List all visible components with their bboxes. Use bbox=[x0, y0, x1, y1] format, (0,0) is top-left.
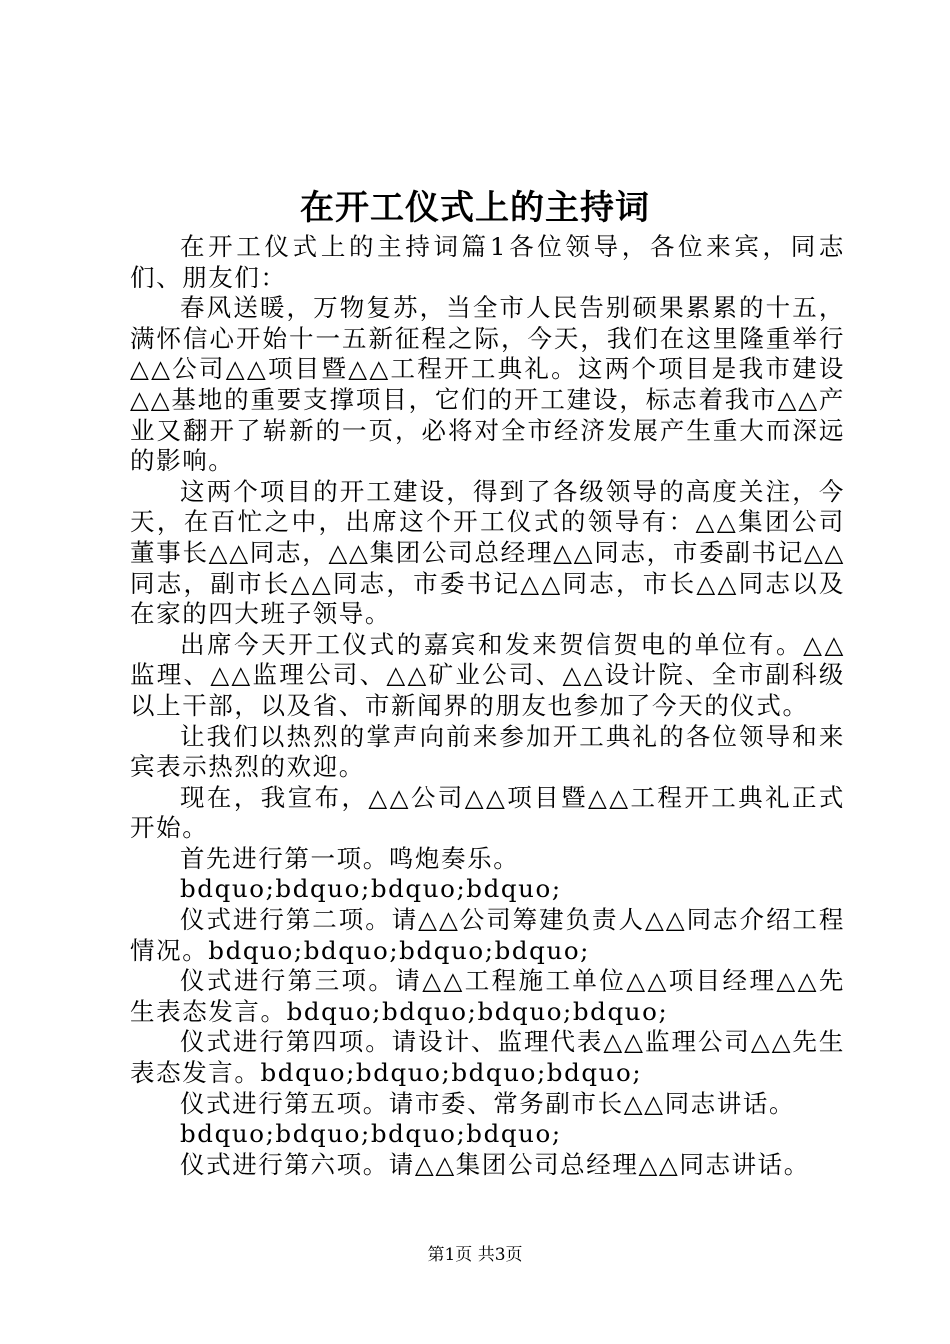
paragraph-11: 仪式进行第四项。请设计、监理代表△△监理公司△△先生表态发言。bdquo;bdquo;bdquo;bdquo; bbox=[130, 1027, 845, 1088]
paragraph-3: 这两个项目的开工建设，得到了各级领导的高度关注，今天，在百忙之中，出席这个开工仪式的领导有：△△集团公司董事长△△同志，△△集团公司总经理△△同志，市委副书记△△同志，副市长△△同志，市委书记△△同志，市长△△同志以及在家的四大班子领导。 bbox=[130, 476, 845, 629]
paragraph-7: 首先进行第一项。鸣炮奏乐。 bbox=[180, 843, 520, 873]
document-body bbox=[130, 232, 845, 1180]
paragraph-6: 现在，我宣布，△△公司△△项目暨△△工程开工典礼正式开始。 bbox=[130, 782, 845, 843]
paragraph-14: 仪式进行第六项。请△△集团公司总经理△△同志讲话。 bbox=[180, 1149, 810, 1179]
paragraph-12: 仪式进行第五项。请市委、常务副市长△△同志讲话。 bbox=[180, 1088, 796, 1118]
paragraph-4: 出席今天开工仪式的嘉宾和发来贺信贺电的单位有。△△监理、△△监理公司、△△矿业公司、△△设计院、全市副科级以上干部，以及省、市新闻界的朋友也参加了今天的仪式。 bbox=[130, 629, 845, 720]
paragraph-1: 在开工仪式上的主持词篇1各位领导，各位来宾，同志们、朋友们： bbox=[130, 232, 845, 292]
paragraph-5: 让我们以热烈的掌声向前来参加开工典礼的各位领导和来宾表示热烈的欢迎。 bbox=[130, 721, 845, 782]
paragraph-10: 仪式进行第三项。请△△工程施工单位△△项目经理△△先生表态发言。bdquo;bdquo;bdquo;bdquo; bbox=[130, 966, 845, 1026]
paragraph-13: bdquo;bdquo;bdquo;bdquo; bbox=[180, 1119, 562, 1149]
document-title: 在开工仪式上的主持词 bbox=[300, 188, 650, 228]
paragraph-2: 春风送暖，万物复苏，当全市人民告别硕果累累的十五，满怀信心开始十一五新征程之际，今天，我们在这里隆重举行△△公司△△项目暨△△工程开工典礼。这两个项目是我市建设△△基地的重要支撑项目，它们的开工建设，标志着我市△△产业又翻开了崭新的一页，必将对全市经济发展产生重大而深远的影响。 bbox=[130, 293, 845, 476]
paragraph-8: bdquo;bdquo;bdquo;bdquo; bbox=[180, 874, 562, 904]
paragraph-9: 仪式进行第二项。请△△公司筹建负责人△△同志介绍工程情况。bdquo;bdquo;bdquo;bdquo; bbox=[130, 905, 845, 965]
page-footer: 第1页 共3页 bbox=[427, 1245, 523, 1265]
